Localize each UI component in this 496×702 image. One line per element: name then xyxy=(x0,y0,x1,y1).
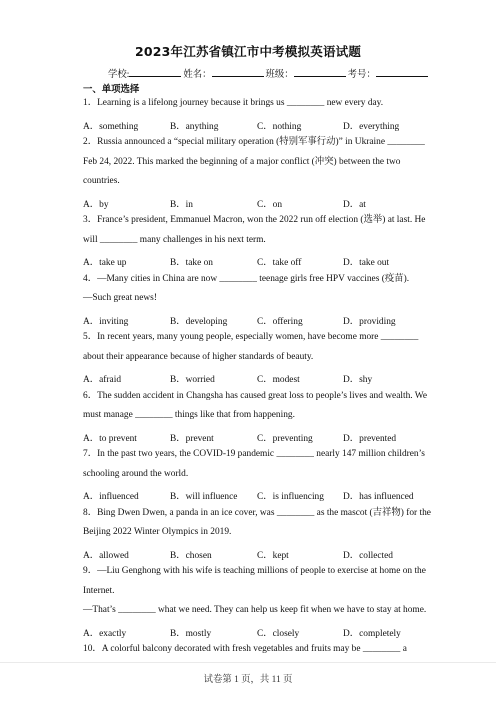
options-row xyxy=(83,430,413,444)
answer-option-b[interactable]: B．mostly xyxy=(170,628,212,639)
answer-option-d[interactable]: D．shy xyxy=(343,375,373,385)
answer-option-b[interactable]: B．worried xyxy=(170,375,215,385)
answer-option-a[interactable]: A．inviting xyxy=(83,316,129,327)
question-3 xyxy=(83,211,426,250)
answer-option-c[interactable]: C．is influencing xyxy=(257,492,324,502)
answer-option-a[interactable]: A．afraid xyxy=(83,375,122,385)
answer-option-d[interactable]: D．at xyxy=(343,199,366,210)
question-9 xyxy=(83,562,427,621)
question-text-line: 2．Russia announced a “special military operation (特别军事行动)” in Ukraine ________ xyxy=(83,137,425,147)
answer-option-c[interactable]: C．take off xyxy=(257,258,302,268)
question-10 xyxy=(83,640,413,660)
answer-option-b[interactable]: B．prevent xyxy=(170,433,214,444)
question-text-line: 1．Learning is a lifelong journey because it brings us ________ new every day. xyxy=(83,98,384,108)
question-text-line: —Such great news! xyxy=(83,293,157,303)
question-text-line: 3．France’s president, Emmanuel Macron, won the 2022 run off election (选举) at last. He xyxy=(83,215,426,225)
question-text-line: —That’s ________ what we need. They can help us keep fit when we have to stay at home. xyxy=(83,605,427,615)
question-5 xyxy=(83,328,419,367)
answer-option-b[interactable]: B．developing xyxy=(170,316,228,327)
question-text-line: Beijing 2022 Winter Olympics in 2019. xyxy=(83,527,232,537)
answer-option-c[interactable]: C．preventing xyxy=(257,433,313,444)
answer-option-b[interactable]: B．take on xyxy=(170,258,213,268)
answer-option-a[interactable]: A．something xyxy=(83,121,139,132)
question-7 xyxy=(83,445,425,484)
question-4 xyxy=(83,270,413,309)
answer-option-a[interactable]: A．influenced xyxy=(83,492,139,502)
question-text-line: 8．Bing Dwen Dwen, a panda in an ice cover, was ________ as the mascot (吉祥物) for the xyxy=(83,507,431,518)
answer-option-a[interactable]: A．take up xyxy=(83,258,127,268)
answer-option-b[interactable]: B．in xyxy=(170,199,193,210)
answer-option-c[interactable]: C．kept xyxy=(257,550,289,561)
class-label: 班级： xyxy=(265,70,294,80)
exam-number-label: 考号： xyxy=(347,70,376,80)
question-text-line: will ________ many challenges in his next term. xyxy=(83,234,266,245)
options-row xyxy=(83,196,413,210)
answer-option-d[interactable]: D．completely xyxy=(343,628,401,639)
exam-number-blank[interactable] xyxy=(376,67,428,77)
question-8 xyxy=(83,504,431,543)
answer-option-b[interactable]: B．chosen xyxy=(170,550,212,561)
options-row xyxy=(83,371,413,385)
options-row xyxy=(83,254,413,268)
answer-option-d[interactable]: D．has influenced xyxy=(343,492,414,502)
answer-option-a[interactable]: A．allowed xyxy=(83,550,129,561)
question-text-line: 7．In the past two years, the COVID-19 pandemic ________ nearly 147 million children’s xyxy=(83,449,425,459)
question-text-line: must manage ________ things like that from happening. xyxy=(83,410,295,420)
class-blank[interactable] xyxy=(294,67,346,77)
question-text-line: countries. xyxy=(83,176,120,186)
options-row xyxy=(83,547,413,561)
name-blank[interactable] xyxy=(212,67,264,77)
question-2 xyxy=(83,133,425,192)
answer-option-c[interactable]: C．closely xyxy=(257,628,300,639)
answer-option-b[interactable]: B．anything xyxy=(170,121,219,132)
question-6 xyxy=(83,387,428,426)
answer-option-d[interactable]: D．collected xyxy=(343,550,393,561)
options-row xyxy=(83,488,413,502)
question-text-line: 5．In recent years, many young people, especially women, have become more ________ xyxy=(83,332,419,342)
answer-option-b[interactable]: B．will influence xyxy=(170,492,238,502)
question-text-line: Internet. xyxy=(83,585,115,596)
answer-option-a[interactable]: A．to prevent xyxy=(83,433,137,444)
answer-option-a[interactable]: A．by xyxy=(83,199,109,210)
question-text-line: Feb 24, 2022. This marked the beginning of a major conflict (冲突) between the two xyxy=(83,156,401,167)
name-label: 姓名： xyxy=(183,70,212,80)
question-text-line: 9．—Liu Genghong with his wife is teaching millions of people to exercise at home on the xyxy=(83,566,426,576)
question-text-line: 4．—Many cities in China are now ________ teenage girls free HPV vaccines (疫苗). xyxy=(83,273,410,284)
answer-option-c[interactable]: C．offering xyxy=(257,316,303,327)
answer-option-d[interactable]: D．take out xyxy=(343,258,390,268)
answer-option-c[interactable]: C．nothing xyxy=(257,121,302,132)
answer-option-d[interactable]: D．prevented xyxy=(343,433,397,444)
page-footer: 试卷第 1 页，共 11 页 xyxy=(203,675,293,685)
options-row xyxy=(83,625,413,639)
exam-title: 2023年江苏省镇江市中考模拟英语试题 xyxy=(134,44,362,59)
section-heading: 一、单项选择 xyxy=(83,85,140,95)
footer-divider xyxy=(0,662,496,663)
school-label: 学校: xyxy=(108,70,130,80)
answer-option-d[interactable]: D．everything xyxy=(343,121,400,132)
question-text-line: schooling around the world. xyxy=(83,468,189,479)
options-row xyxy=(83,118,413,132)
answer-option-c[interactable]: C．on xyxy=(257,199,283,210)
student-info-line xyxy=(108,66,430,80)
question-text-line: 6．The sudden accident in Changsha has caused great loss to people’s lives and wealth. We xyxy=(83,390,428,401)
question-1 xyxy=(83,94,413,114)
answer-option-d[interactable]: D．providing xyxy=(343,316,396,327)
question-text-line: about their appearance because of higher standards of beauty. xyxy=(83,351,314,362)
school-blank[interactable] xyxy=(129,67,181,77)
answer-option-a[interactable]: A．exactly xyxy=(83,628,127,639)
options-row xyxy=(83,313,413,327)
answer-option-c[interactable]: C．modest xyxy=(257,375,300,385)
question-text-line: 10．A colorful balcony decorated with fresh vegetables and fruits may be ________ a xyxy=(83,644,407,654)
